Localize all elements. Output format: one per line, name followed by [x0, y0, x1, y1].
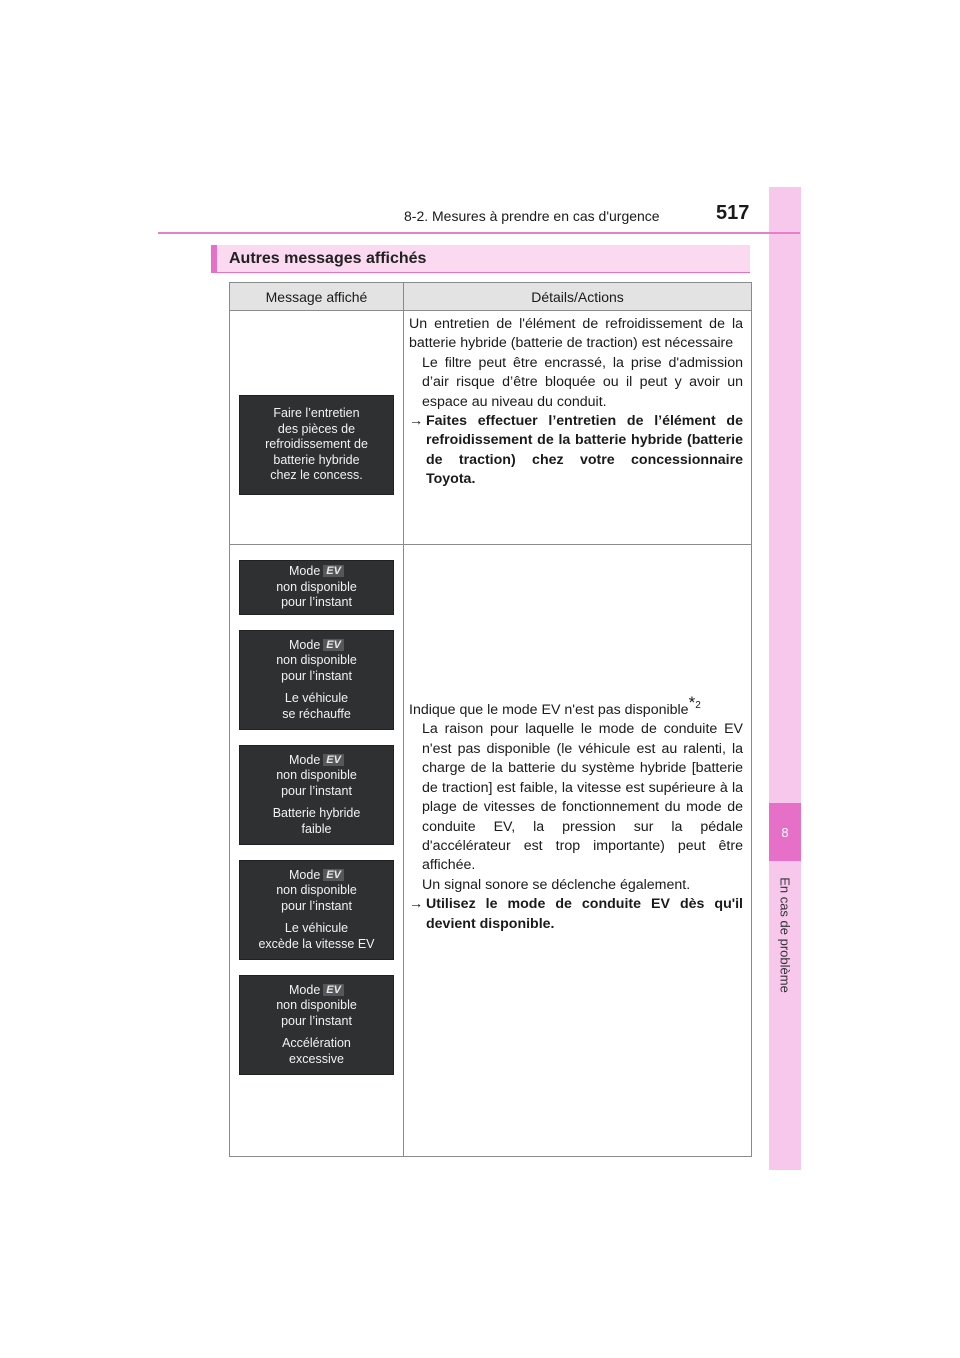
message-cell [230, 311, 404, 545]
screen-line: Mode EV [240, 868, 393, 884]
display-screen-battery-cooling [239, 395, 394, 495]
screen-line: Mode EV [240, 983, 393, 999]
section-title: Autres messages affichés [229, 250, 427, 267]
footnote-reference: *2 [688, 693, 701, 713]
screen-line: pour l’instant [281, 1013, 352, 1028]
screen-line: se réchauffe [282, 706, 351, 721]
details-cell [404, 311, 752, 545]
screen-line: Le véhicule [284, 691, 349, 706]
column-header-message: Message affiché [230, 283, 404, 311]
screen-line: pour l’instant [281, 898, 352, 913]
details-text: La raison pour laquelle le mode de conduite EV n'est pas disponible (le véhicule est au ralenti, la charge de la batterie du système hybride [batterie de traction] est faible, la vitesse est supérieure à la plage de vitesses de fonctionnement du mode de conduite EV, la pression sur la pédale d'accélérateur est trop importante) peut être affichée. [422, 721, 743, 874]
details-text: Un signal sonore se déclenche également. [422, 876, 691, 893]
table-row [230, 545, 752, 1157]
display-screen-ev-speed [239, 860, 394, 960]
screen-line: Batterie hybride [272, 806, 361, 821]
details-text: Le filtre peut être encrassé, la prise d'admission d’air risque d’être bloquée ou il peut y avoir un espace au niveau du conduit. [422, 354, 743, 410]
screen-line: Le véhicule [284, 921, 349, 936]
ev-logo-icon: EV [323, 639, 344, 651]
ev-logo-icon: EV [323, 869, 344, 881]
action-text: Faites effectuer l’entretien de l’élément de refroidissement de la batterie hybride (batterie de traction) chez votre concessionnaire Toyota. [426, 413, 743, 488]
screen-line: Mode EV [240, 564, 393, 580]
screen-line: faible [301, 821, 332, 836]
display-screen-ev-battery-low [239, 745, 394, 845]
screen-line: excessive [289, 1051, 344, 1066]
action-text: Utilisez le mode de conduite EV dès qu'il devient disponible. [426, 896, 743, 932]
details-cell [404, 545, 752, 1157]
action-item [409, 895, 743, 934]
screen-line: non disponible [276, 653, 357, 668]
action-item [409, 412, 743, 490]
arrow-icon: → [409, 896, 424, 913]
table-header-row [230, 283, 752, 311]
messages-table [229, 282, 752, 1157]
screen-line: non disponible [276, 768, 357, 783]
chapter-side-label: En cas de problème [777, 877, 793, 993]
screen-line: refroidissement de [265, 437, 368, 452]
ev-logo-icon: EV [323, 565, 344, 577]
details-intro: Indique que le mode EV n'est pas disponible$^{*2}$ [409, 693, 701, 719]
chapter-title: 8-2. Mesures à prendre en cas d'urgence [404, 208, 660, 224]
section-underline [211, 272, 750, 273]
screen-line: batterie hybride [273, 452, 360, 467]
display-screen-ev-warming [239, 630, 394, 730]
screen-line: non disponible [276, 883, 357, 898]
screen-line: non disponible [276, 998, 357, 1013]
arrow-icon: → [409, 413, 424, 430]
page-number: 517 [716, 202, 750, 224]
column-header-details: Détails/Actions [404, 283, 752, 311]
screen-line: pour l’instant [281, 668, 352, 683]
section-heading [211, 245, 750, 272]
header-rule [158, 232, 800, 234]
chapter-number-badge: 8 [769, 803, 801, 861]
screen-line: Mode EV [240, 753, 393, 769]
screen-line: non disponible [276, 579, 357, 594]
ev-logo-icon: EV [323, 754, 344, 766]
screen-line: Accélération [282, 1036, 351, 1051]
ev-logo-icon: EV [323, 984, 344, 996]
screen-line: chez le concess. [270, 468, 363, 483]
screen-line: Mode EV [240, 638, 393, 654]
screen-line: des pièces de [277, 421, 356, 436]
display-screen-ev-unavailable [239, 560, 394, 615]
screen-line: Faire l’entretien [273, 406, 360, 421]
table-row [230, 311, 752, 545]
details-intro: Un entretien de l'élément de refroidissement de la batterie hybride (batterie de traction) est nécessaire [409, 316, 743, 352]
screen-line: pour l’instant [281, 783, 352, 798]
screen-line: excède la vitesse EV [258, 936, 375, 951]
message-cell [230, 545, 404, 1157]
display-screen-ev-acceleration [239, 975, 394, 1075]
side-tab [769, 187, 801, 1170]
screen-line: pour l’instant [281, 595, 352, 610]
